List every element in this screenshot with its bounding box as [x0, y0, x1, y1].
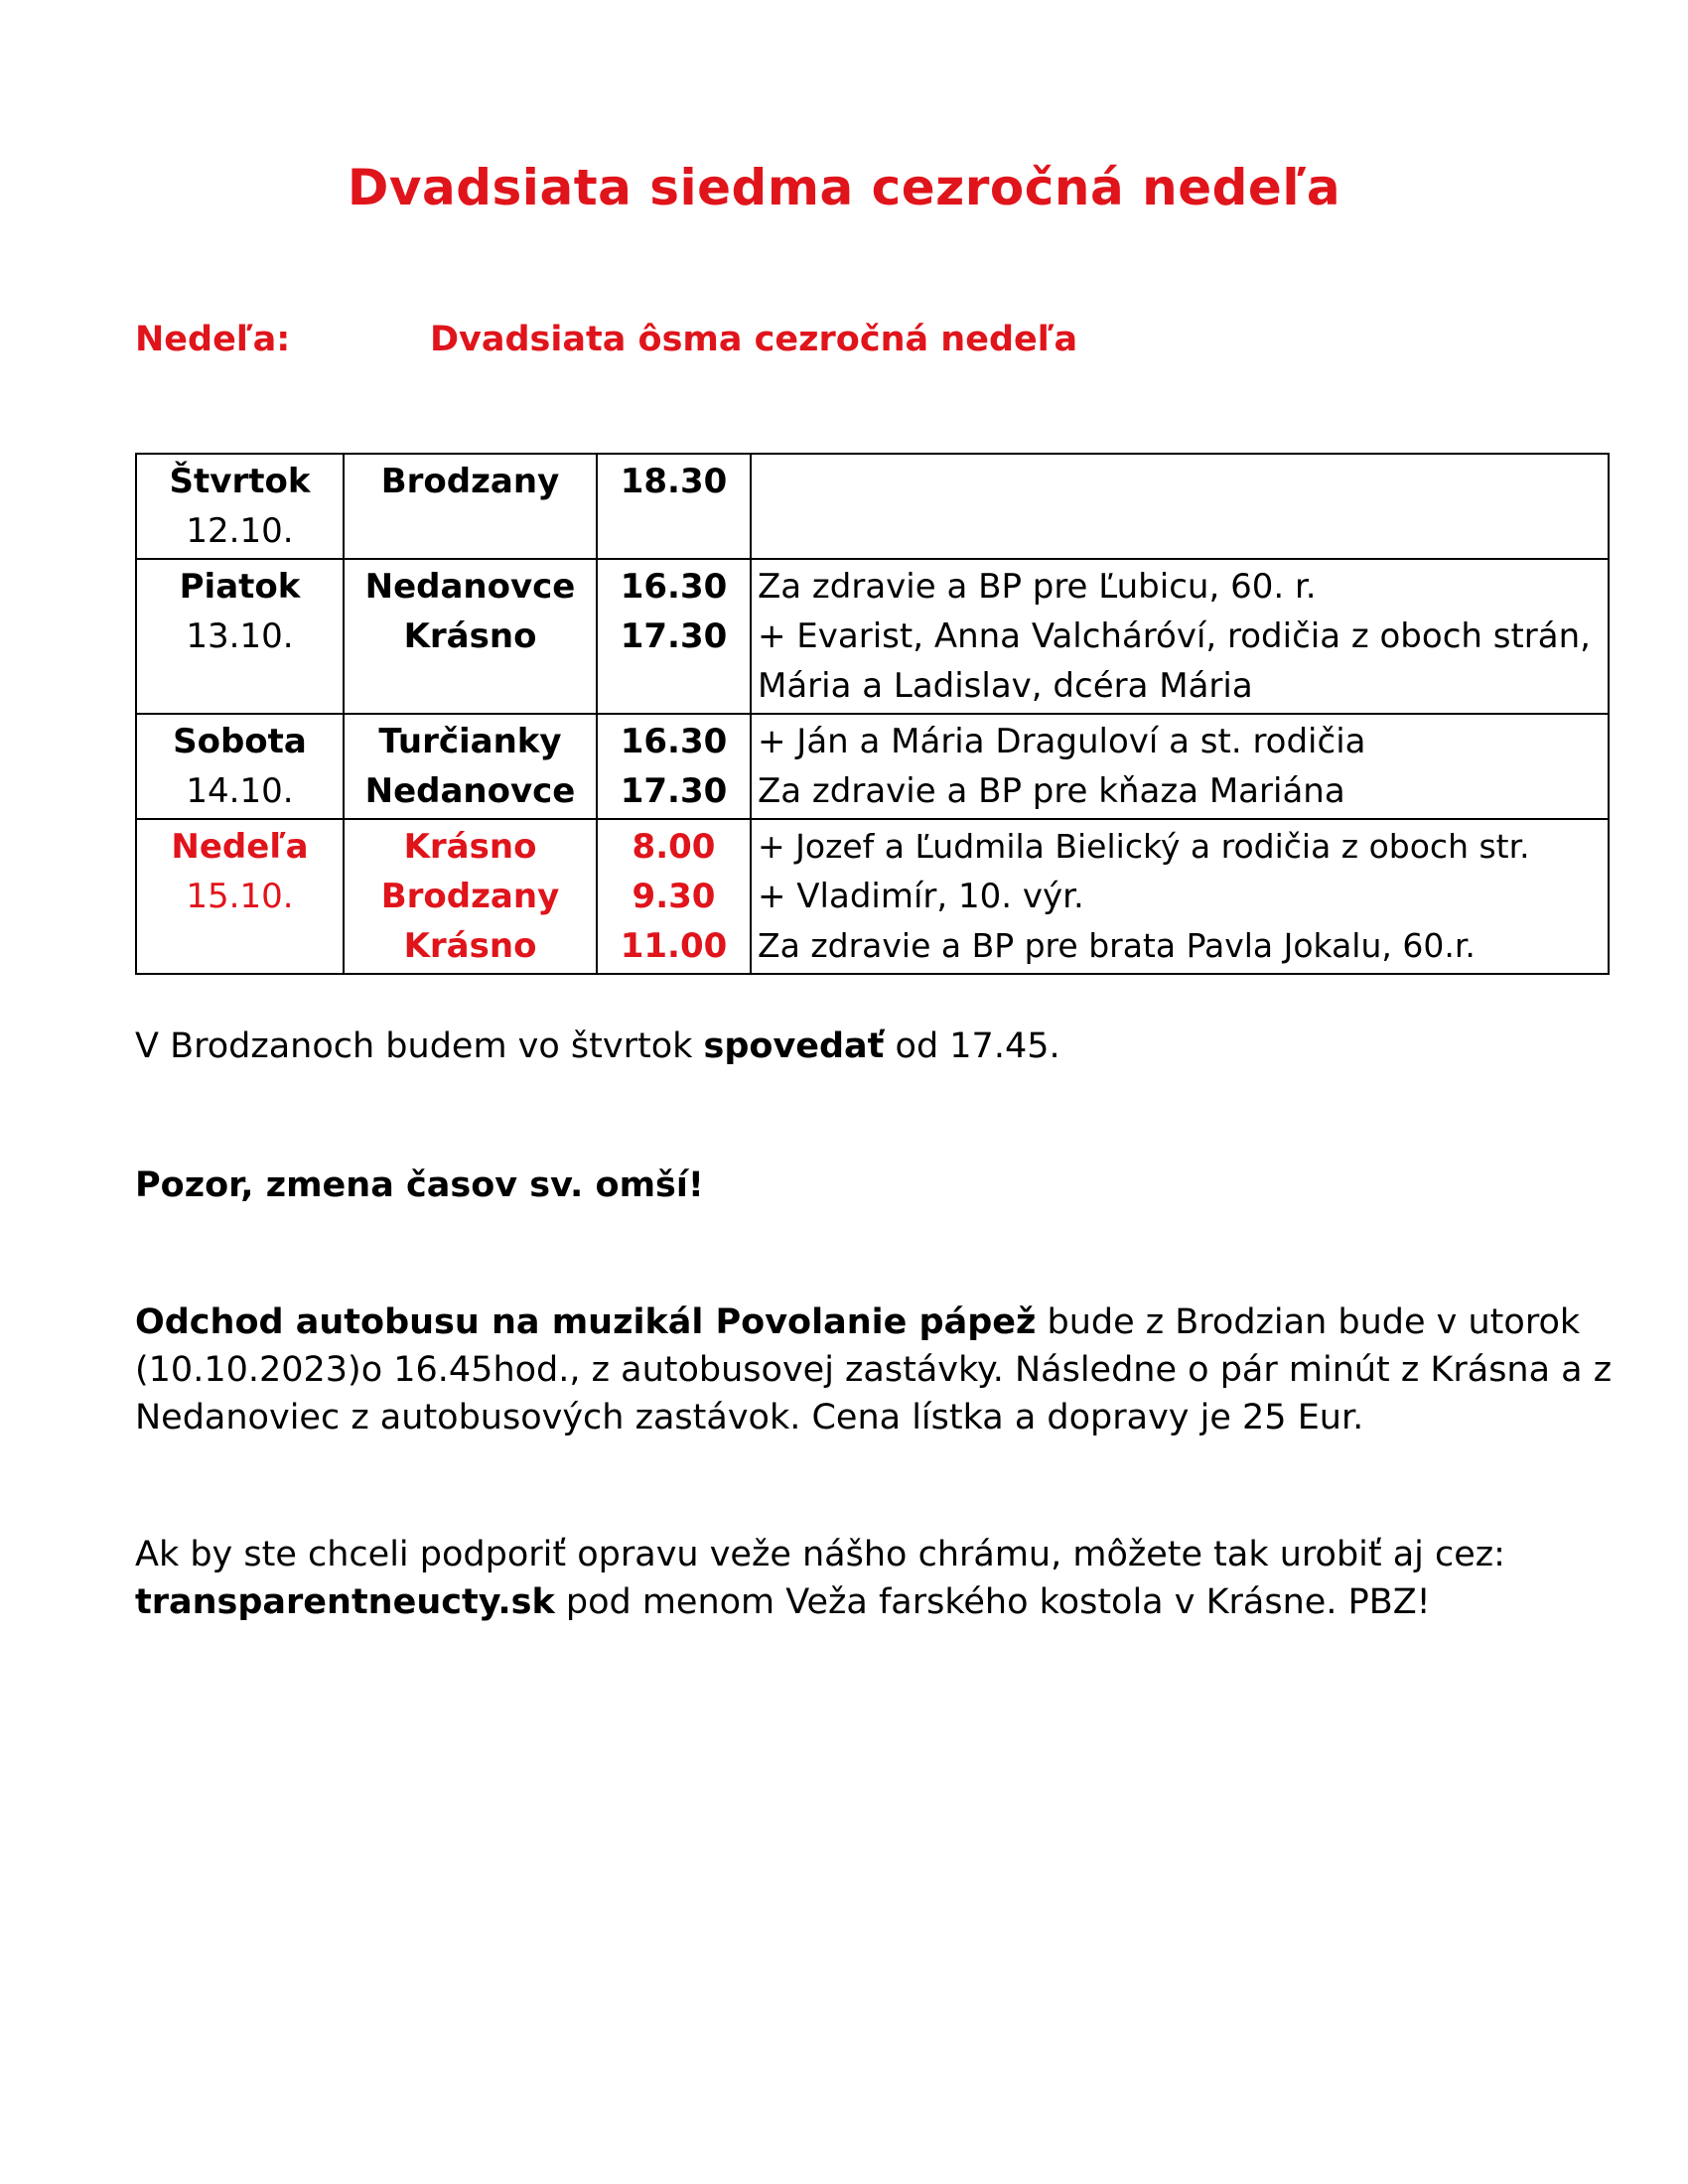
time-cell — [597, 559, 751, 714]
time-cell — [597, 454, 751, 559]
place-cell — [344, 559, 597, 714]
mass-time-change-notice: Pozor, zmena časov sv. omší! — [135, 1165, 704, 1205]
donation-site: transparentneucty.sk — [135, 1582, 555, 1622]
day-name: Sobota — [173, 722, 307, 761]
time: 9.30 — [632, 877, 716, 916]
time-cell — [597, 819, 751, 974]
place: Brodzany — [380, 462, 560, 501]
day-cell — [136, 819, 344, 974]
day-date: 13.10. — [186, 616, 294, 656]
intention-cell — [751, 819, 1609, 974]
bus-notice-text: bude z Brodzian bude v utorok (10.10.2023)o 16.45hod., z autobusovej zastávky. Následne o pár minút z Krásna a z Nedanoviec z autobusových zastávok. Cena lístka a dopravy je 25 Eur. — [135, 1302, 1613, 1437]
schedule-row-friday — [136, 559, 1609, 714]
time: 8.00 — [632, 827, 716, 867]
place-cell — [344, 819, 597, 974]
time-cell — [597, 714, 751, 819]
intention: + Ján a Mária Draguloví a st. rodičia — [758, 722, 1366, 761]
place: Krásno — [403, 926, 537, 966]
place: Nedanovce — [364, 771, 576, 811]
intention: Za zdravie a BP pre kňaza Mariána — [758, 771, 1345, 811]
intention: + Evarist, Anna Valcháróví, rodičia z oboch strán, Mária a Ladislav, dcéra Mária — [758, 616, 1591, 706]
schedule-row-saturday — [136, 714, 1609, 819]
place: Turčianky — [378, 722, 562, 761]
day-cell — [136, 714, 344, 819]
confession-notice — [135, 1023, 1624, 1070]
intention: + Vladimír, 10. výr. — [758, 877, 1084, 916]
sunday-name: Dvadsiata ôsma cezročná nedeľa — [430, 320, 1078, 359]
intention-cell — [751, 454, 1609, 559]
time: 16.30 — [620, 722, 728, 761]
confession-bold: spovedať — [703, 1026, 885, 1066]
time: 17.30 — [620, 771, 728, 811]
sunday-label: Nedeľa: — [135, 320, 291, 359]
schedule-row-sunday — [136, 819, 1609, 974]
time: 17.30 — [620, 616, 728, 656]
tower-donation-notice — [135, 1531, 1624, 1626]
confession-text: V Brodzanoch budem vo štvrtok — [135, 1026, 704, 1066]
place: Nedanovce — [364, 567, 576, 607]
place-cell — [344, 714, 597, 819]
day-cell — [136, 559, 344, 714]
time: 11.00 — [620, 926, 728, 966]
intention: Za zdravie a BP pre brata Pavla Jokalu, 60.r. — [758, 926, 1476, 965]
intention-cell — [751, 714, 1609, 819]
day-name: Nedeľa — [171, 827, 309, 867]
day-name: Piatok — [179, 567, 301, 607]
bus-notice-heading: Odchod autobusu na muzikál Povolanie pápež — [135, 1302, 1037, 1342]
tower-text: Ak by ste chceli podporiť opravu veže nášho chrámu, môžete tak urobiť aj cez: — [135, 1535, 1505, 1574]
place-cell — [344, 454, 597, 559]
intention: Za zdravie a BP pre Ľubicu, 60. r. — [758, 567, 1317, 607]
intention-cell — [751, 559, 1609, 714]
day-date: 12.10. — [186, 511, 294, 551]
tower-text-end: pod menom Veža farského kostola v Krásne. PBZ! — [554, 1582, 1431, 1622]
intention: + Jozef a Ľudmila Bielický a rodičia z oboch str. — [758, 827, 1530, 866]
time: 18.30 — [620, 462, 728, 501]
time: 16.30 — [620, 567, 728, 607]
mass-schedule-table — [135, 453, 1610, 975]
place: Brodzany — [380, 877, 560, 916]
page-title: Dvadsiata siedma cezročná nedeľa — [347, 159, 1341, 216]
place: Krásno — [403, 827, 537, 867]
day-date: 14.10. — [186, 771, 294, 811]
confession-time: od 17.45. — [884, 1026, 1060, 1066]
place: Krásno — [403, 616, 537, 656]
day-cell — [136, 454, 344, 559]
schedule-row-thursday — [136, 454, 1609, 559]
day-name: Štvrtok — [169, 462, 311, 501]
day-date: 15.10. — [186, 877, 294, 916]
bus-notice — [135, 1298, 1624, 1441]
